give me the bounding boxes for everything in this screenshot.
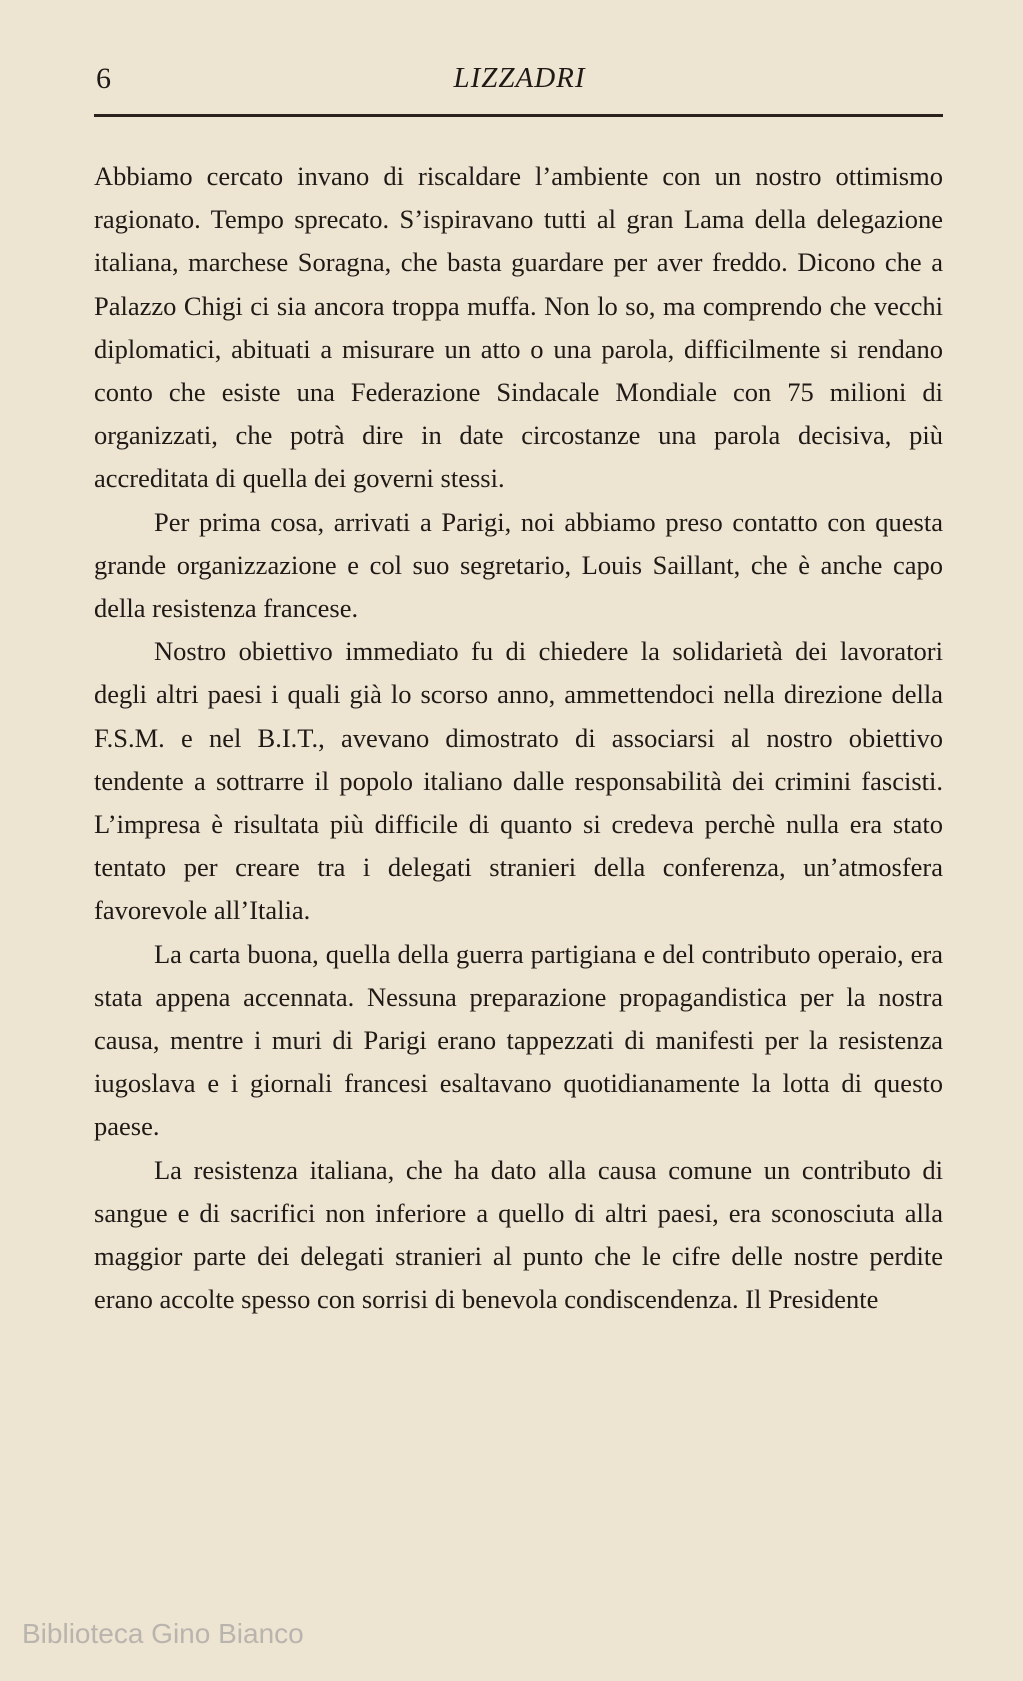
paragraph-5: La resistenza italiana, che ha dato alla causa comune un contributo di sangue e di sacrifici non inferiore a quello di altri paesi, era sconosciuta alla maggior parte dei delegati stranieri al punto che le cifre delle nostre perdite erano accolte spesso con sorrisi di benevola condiscendenza. Il Presidente xyxy=(94,1154,943,1315)
library-watermark: Biblioteca Gino Bianco xyxy=(22,1618,304,1649)
paragraph-1: Abbiamo cercato invano di riscaldare l’ambiente con un nostro ottimismo ragionato. Tempo sprecato. S’ispiravano tutti al gran Lama della delegazione italiana, marchese Soragna, che basta guardare per aver freddo. Dicono che a Palazzo Chigi ci sia ancora troppa muffa. Non lo so, ma comprendo che vecchi diplomatici, abituati a misurare un atto o una parola, difficilmente si rendano conto che esiste una Federazione Sindacale Mondiale con 75 milioni di organizzati, che potrà dire in date circostanze una parola decisiva, più accreditata di quella dei governi stessi. xyxy=(94,161,943,494)
page-number: 6 xyxy=(96,62,111,95)
paragraph-3: Nostro obiettivo immediato fu di chiedere la solidarietà dei lavoratori degli altri paesi i quali già lo scorso anno, ammettendoci nella direzione della F.S.M. e nel B.I.T., avevano dimostrato di associarsi al nostro obiettivo tendente a sottrarre il popolo italiano dalle responsabilità dei crimini fascisti. L’impresa è risultata più difficile di quanto si credeva perchè nulla era stato tentato per creare tra i delegati stranieri della conferenza, un’atmosfera favorevole all’Italia. xyxy=(94,636,943,926)
body-text xyxy=(94,155,943,1321)
page-header xyxy=(96,62,943,102)
running-title: LIZZADRI xyxy=(453,62,586,94)
paragraph-4: La carta buona, quella della guerra partigiana e del contributo operaio, era stata appena accennata. Nessuna preparazione propagandistica per la nostra causa, mentre i muri di Parigi erano tappezzati di manifesti per la resistenza iugoslava e i giornali francesi esaltavano quotidianamente la lotta di questo paese. xyxy=(94,938,943,1142)
paragraph-2: Per prima cosa, arrivati a Parigi, noi abbiamo preso contatto con questa grande organizzazione e col suo segretario, Louis Saillant, che è anche capo della resistenza francese. xyxy=(94,506,943,624)
header-rule xyxy=(94,114,943,117)
